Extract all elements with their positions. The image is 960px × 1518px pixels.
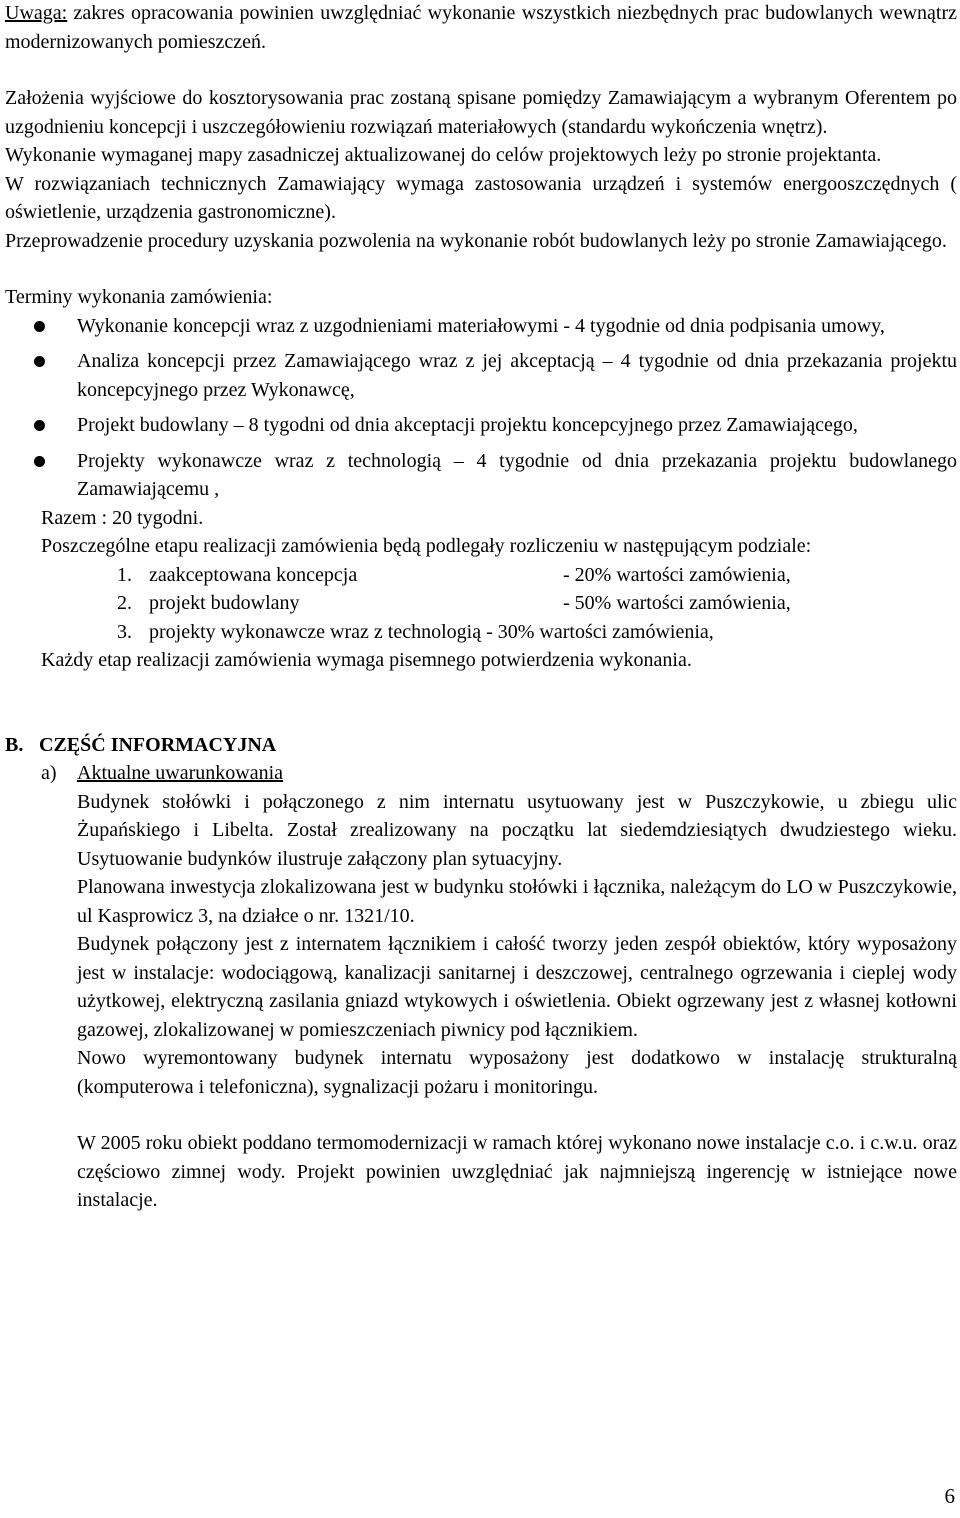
- warning-text: zakres opracowania powinien uwzględniać wykonanie wszystkich niezbędnych prac budowlanych wewnątrz modernizowanych pomieszczeń.: [5, 2, 957, 53]
- payment-row: 3. projekty wykonawcze wraz z technologią - 30% wartości zamówienia,: [117, 620, 714, 643]
- installations-paragraph: Budynek połączony jest z internatem łącznikiem i całość tworzy jeden zespół obiektów, który wyposażony jest w instalacje: wodociągową, kanalizacji sanitarnej i deszczowej, centralnego ogrzewania i cieplej wody użytkowej, elektryczną zasilania gniazd wtykowych i oświetlenia. Obiekt ogrzewany jest z własnej kotłowni gazowej, zlokalizowanej w pomieszczeniach piwnicy pod łącznikiem.: [77, 933, 957, 1041]
- investment-paragraph: Planowana inwestycja zlokalizowana jest w budynku stołówki i łącznika, należącym do LO w Puszczykowie, ul Kasprowicz 3, na działce o nr. 1321/10.: [77, 876, 957, 927]
- bullet-icon: [34, 420, 45, 431]
- total-line: Razem : 20 tygodni.: [41, 506, 204, 529]
- terms-heading: Terminy wykonania zamówienia:: [5, 286, 273, 308]
- stages-intro: Poszczególne etapu realizacji zamówienia będą podlegały rozliczeniu w następującym podziale:: [41, 535, 812, 557]
- list-item: Wykonanie koncepcji wraz z uzgodnieniami materiałowymi - 4 tygodnie od dnia podpisania umowy,: [41, 312, 957, 341]
- subsection-heading: a) Aktualne uwarunkowania: [41, 762, 284, 784]
- bullet-icon: [34, 321, 45, 332]
- modernization-paragraph: W 2005 roku obiekt poddano termomodernizacji w ramach której wykonano nowe instalacje c.o. i c.w.u. oraz częściowo zimnej wody. Projekt powinien uwzględniać jak najmniejszą ingerencję w istniejące nowe instalacje.: [77, 1132, 957, 1211]
- payment-row: 2. projekt budowlany - 50% wartości zamówienia,: [117, 592, 791, 614]
- payment-row: 1. zaakceptowana koncepcja - 20% wartości zamówienia,: [117, 563, 791, 586]
- conditions-body: [77, 788, 957, 1215]
- payment-list: [117, 561, 877, 647]
- assumptions-paragraph: Założenia wyjściowe do kosztorysowania prac zostaną spisane pomiędzy Zamawiającym a wybranym Oferentem po uzgodnieniu koncepcji i uszczegółowieniu rozwiązań materiałowych (standardu wykończenia wnętrz).: [5, 87, 957, 138]
- page-number: 6: [944, 1483, 955, 1508]
- confirmation-line: Każdy etap realizacji zamówienia wymaga pisemnego potwierdzenia wykonania.: [41, 649, 692, 671]
- energy-paragraph: W rozwiązaniach technicznych Zamawiający wymaga zastosowania urządzeń i systemów energooszczędnych ( oświetlenie, urządzenia gastronomiczne).: [5, 172, 957, 223]
- bullet-icon: [34, 456, 45, 467]
- terms-list: [41, 312, 957, 504]
- building-paragraph: Budynek stołówki i połączonego z nim internatu usytuowany jest w Puszczykowie, u zbiegu ulic Żupańskiego i Libelta. Został zrealizowany na początku lat siedemdziesiątych dwudziestego wieku. Usytuowanie budynków ilustruje załączony plan sytuacyjny.: [77, 790, 957, 870]
- permit-paragraph: Przeprowadzenie procedury uzyskania pozwolenia na wykonanie robót budowlanych leży po stronie Zamawiającego.: [5, 229, 947, 252]
- list-item: Projekty wykonawcze wraz z technologią – 4 tygodnie od dnia przekazania projektu budowlanego Zamawiającemu ,: [41, 447, 957, 504]
- bullet-icon: [34, 356, 45, 367]
- list-item: Projekt budowlany – 8 tygodni od dnia akceptacji projektu koncepcyjnego przez Zamawiającego,: [41, 411, 957, 440]
- list-item: Analiza koncepcji przez Zamawiającego wraz z jej akceptacją – 4 tygodnie od dnia przekazania projektu koncepcyjnego przez Wykonawcę,: [41, 347, 957, 404]
- warning-label: Uwaga:: [5, 2, 68, 24]
- map-paragraph: Wykonanie wymaganej mapy zasadniczej aktualizowanej do celów projektowych leży po stronie projektanta.: [5, 144, 882, 166]
- warning-paragraph: [5, 0, 957, 56]
- document-page: [5, 0, 957, 1215]
- section-b-heading: B. CZĘŚĆ INFORMACYJNA: [5, 733, 277, 756]
- internat-paragraph: Nowo wyremontowany budynek internatu wyposażony jest dodatkowo w instalację strukturalną (komputerowa i telefoniczna), sygnalizacji pożaru i monitoringu.: [77, 1047, 957, 1098]
